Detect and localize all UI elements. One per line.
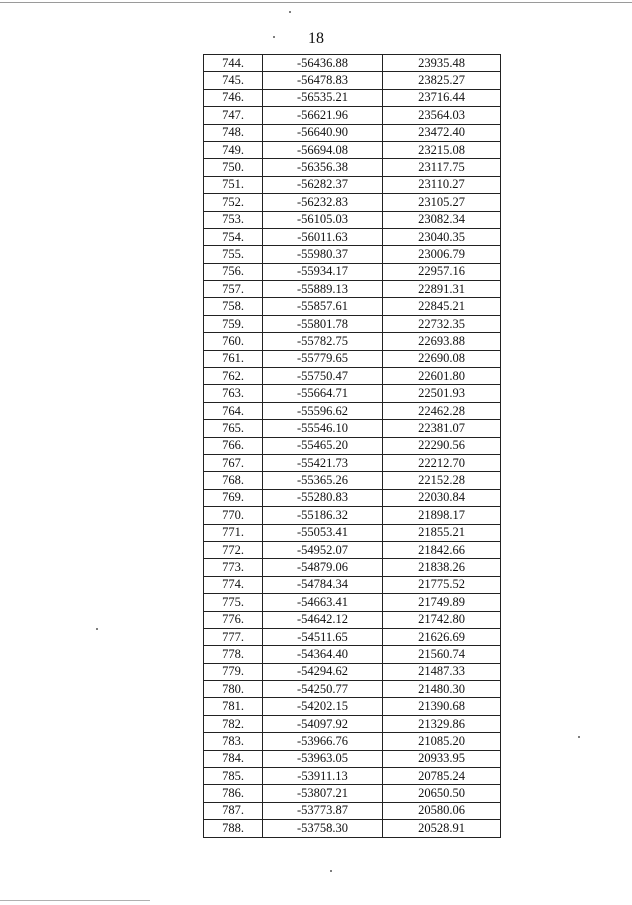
scan-speck: [289, 11, 291, 13]
point-number-cell: 786.: [204, 785, 263, 802]
x-coordinate-cell: -55465.20: [263, 437, 383, 454]
table-row: [204, 820, 501, 837]
table-row: [204, 72, 501, 89]
point-number-cell: 774.: [204, 576, 263, 593]
x-coordinate-cell: -56105.03: [263, 211, 383, 228]
table-row: [204, 594, 501, 611]
x-coordinate-cell: -56356.38: [263, 159, 383, 176]
x-coordinate-cell: -53758.30: [263, 820, 383, 837]
table-row: [204, 194, 501, 211]
point-number-cell: 746.: [204, 89, 263, 106]
x-coordinate-cell: -55857.61: [263, 298, 383, 315]
point-number-cell: 761.: [204, 350, 263, 367]
x-coordinate-cell: -56011.63: [263, 228, 383, 245]
point-number-cell: 751.: [204, 176, 263, 193]
x-coordinate-cell: -55934.17: [263, 263, 383, 280]
y-coordinate-cell: 21842.66: [383, 541, 501, 558]
y-coordinate-cell: 21085.20: [383, 733, 501, 750]
x-coordinate-cell: -54202.15: [263, 698, 383, 715]
point-number-cell: 748.: [204, 124, 263, 141]
y-coordinate-cell: 21742.80: [383, 611, 501, 628]
x-coordinate-cell: -56694.08: [263, 141, 383, 158]
table-row: [204, 454, 501, 471]
y-coordinate-cell: 20528.91: [383, 820, 501, 837]
point-number-cell: 785.: [204, 768, 263, 785]
point-number-cell: 787.: [204, 802, 263, 819]
point-number-cell: 777.: [204, 628, 263, 645]
x-coordinate-cell: -55186.32: [263, 507, 383, 524]
y-coordinate-cell: 23935.48: [383, 55, 501, 72]
y-coordinate-cell: 20785.24: [383, 768, 501, 785]
x-coordinate-cell: -53773.87: [263, 802, 383, 819]
point-number-cell: 762.: [204, 368, 263, 385]
y-coordinate-cell: 21898.17: [383, 507, 501, 524]
point-number-cell: 784.: [204, 750, 263, 767]
point-number-cell: 765.: [204, 420, 263, 437]
y-coordinate-cell: 23716.44: [383, 89, 501, 106]
y-coordinate-cell: 22501.93: [383, 385, 501, 402]
x-coordinate-cell: -55801.78: [263, 315, 383, 332]
y-coordinate-cell: 23564.03: [383, 107, 501, 124]
table-row: [204, 420, 501, 437]
table-row: [204, 489, 501, 506]
table-row: [204, 159, 501, 176]
point-number-cell: 758.: [204, 298, 263, 315]
scan-edge-top: [0, 2, 632, 3]
point-number-cell: 747.: [204, 107, 263, 124]
table-row: [204, 246, 501, 263]
table-row: [204, 385, 501, 402]
point-number-cell: 767.: [204, 454, 263, 471]
table-row: [204, 141, 501, 158]
y-coordinate-cell: 20580.06: [383, 802, 501, 819]
y-coordinate-cell: 23105.27: [383, 194, 501, 211]
y-coordinate-cell: 22212.70: [383, 454, 501, 471]
y-coordinate-cell: 22891.31: [383, 281, 501, 298]
y-coordinate-cell: 22845.21: [383, 298, 501, 315]
table-row: [204, 559, 501, 576]
x-coordinate-cell: -53911.13: [263, 768, 383, 785]
point-number-cell: 778.: [204, 646, 263, 663]
x-coordinate-cell: -54663.41: [263, 594, 383, 611]
table-row: [204, 402, 501, 419]
table-row: [204, 281, 501, 298]
table-row: [204, 263, 501, 280]
table-row: [204, 368, 501, 385]
y-coordinate-cell: 21838.26: [383, 559, 501, 576]
table-row: [204, 437, 501, 454]
y-coordinate-cell: 22690.08: [383, 350, 501, 367]
table-row: [204, 576, 501, 593]
x-coordinate-cell: -54952.07: [263, 541, 383, 558]
point-number-cell: 750.: [204, 159, 263, 176]
y-coordinate-cell: 23110.27: [383, 176, 501, 193]
table-row: [204, 750, 501, 767]
point-number-cell: 757.: [204, 281, 263, 298]
table-row: [204, 176, 501, 193]
y-coordinate-cell: 22732.35: [383, 315, 501, 332]
y-coordinate-cell: 22152.28: [383, 472, 501, 489]
point-number-cell: 755.: [204, 246, 263, 263]
table-row: [204, 611, 501, 628]
table-row: [204, 646, 501, 663]
x-coordinate-cell: -54642.12: [263, 611, 383, 628]
table-row: [204, 472, 501, 489]
point-number-cell: 780.: [204, 681, 263, 698]
x-coordinate-cell: -55596.62: [263, 402, 383, 419]
y-coordinate-cell: 20650.50: [383, 785, 501, 802]
x-coordinate-cell: -54364.40: [263, 646, 383, 663]
y-coordinate-cell: 21855.21: [383, 524, 501, 541]
x-coordinate-cell: -56535.21: [263, 89, 383, 106]
point-number-cell: 760.: [204, 333, 263, 350]
table-row: [204, 228, 501, 245]
table-row: [204, 124, 501, 141]
table-row: [204, 768, 501, 785]
x-coordinate-cell: -54511.65: [263, 628, 383, 645]
point-number-cell: 744.: [204, 55, 263, 72]
point-number-cell: 788.: [204, 820, 263, 837]
point-number-cell: 770.: [204, 507, 263, 524]
table-row: [204, 55, 501, 72]
y-coordinate-cell: 21560.74: [383, 646, 501, 663]
x-coordinate-cell: -55889.13: [263, 281, 383, 298]
y-coordinate-cell: 22462.28: [383, 402, 501, 419]
table-row: [204, 698, 501, 715]
point-number-cell: 782.: [204, 715, 263, 732]
table-row: [204, 298, 501, 315]
point-number-cell: 756.: [204, 263, 263, 280]
table-row: [204, 628, 501, 645]
coordinates-table-body: [204, 55, 501, 838]
scan-edge-bottom: [0, 900, 150, 901]
point-number-cell: 773.: [204, 559, 263, 576]
y-coordinate-cell: 23117.75: [383, 159, 501, 176]
y-coordinate-cell: 23215.08: [383, 141, 501, 158]
point-number-cell: 752.: [204, 194, 263, 211]
y-coordinate-cell: 21626.69: [383, 628, 501, 645]
point-number-cell: 766.: [204, 437, 263, 454]
y-coordinate-cell: 22693.88: [383, 333, 501, 350]
table-row: [204, 89, 501, 106]
y-coordinate-cell: 23006.79: [383, 246, 501, 263]
y-coordinate-cell: 22030.84: [383, 489, 501, 506]
point-number-cell: 775.: [204, 594, 263, 611]
y-coordinate-cell: 23472.40: [383, 124, 501, 141]
point-number-cell: 763.: [204, 385, 263, 402]
x-coordinate-cell: -55280.83: [263, 489, 383, 506]
x-coordinate-cell: -56232.83: [263, 194, 383, 211]
x-coordinate-cell: -55664.71: [263, 385, 383, 402]
scan-speck: [578, 736, 580, 738]
scan-speck: [96, 628, 98, 630]
table-row: [204, 507, 501, 524]
point-number-cell: 753.: [204, 211, 263, 228]
scan-speck: [330, 870, 332, 872]
table-row: [204, 350, 501, 367]
x-coordinate-cell: -54294.62: [263, 663, 383, 680]
y-coordinate-cell: 22381.07: [383, 420, 501, 437]
coordinates-table: [203, 54, 501, 838]
table-row: [204, 785, 501, 802]
y-coordinate-cell: 21487.33: [383, 663, 501, 680]
point-number-cell: 779.: [204, 663, 263, 680]
y-coordinate-cell: 21775.52: [383, 576, 501, 593]
table-row: [204, 541, 501, 558]
table-row: [204, 524, 501, 541]
point-number-cell: 776.: [204, 611, 263, 628]
y-coordinate-cell: 22601.80: [383, 368, 501, 385]
y-coordinate-cell: 23082.34: [383, 211, 501, 228]
page-number: 18: [308, 30, 324, 47]
x-coordinate-cell: -54250.77: [263, 681, 383, 698]
x-coordinate-cell: -54784.34: [263, 576, 383, 593]
x-coordinate-cell: -55053.41: [263, 524, 383, 541]
x-coordinate-cell: -56621.96: [263, 107, 383, 124]
table-row: [204, 715, 501, 732]
table-row: [204, 663, 501, 680]
point-number-cell: 781.: [204, 698, 263, 715]
y-coordinate-cell: 20933.95: [383, 750, 501, 767]
x-coordinate-cell: -53966.76: [263, 733, 383, 750]
table-row: [204, 315, 501, 332]
point-number-cell: 759.: [204, 315, 263, 332]
x-coordinate-cell: -55980.37: [263, 246, 383, 263]
point-number-cell: 749.: [204, 141, 263, 158]
x-coordinate-cell: -56478.83: [263, 72, 383, 89]
x-coordinate-cell: -55782.75: [263, 333, 383, 350]
table-row: [204, 733, 501, 750]
point-number-cell: 768.: [204, 472, 263, 489]
y-coordinate-cell: 22290.56: [383, 437, 501, 454]
table-row: [204, 333, 501, 350]
table-row: [204, 802, 501, 819]
table-row: [204, 211, 501, 228]
x-coordinate-cell: -53807.21: [263, 785, 383, 802]
table-row: [204, 107, 501, 124]
x-coordinate-cell: -54879.06: [263, 559, 383, 576]
point-number-cell: 745.: [204, 72, 263, 89]
point-number-cell: 754.: [204, 228, 263, 245]
x-coordinate-cell: -53963.05: [263, 750, 383, 767]
x-coordinate-cell: -55546.10: [263, 420, 383, 437]
table-row: [204, 681, 501, 698]
x-coordinate-cell: -55750.47: [263, 368, 383, 385]
y-coordinate-cell: 23040.35: [383, 228, 501, 245]
x-coordinate-cell: -56282.37: [263, 176, 383, 193]
y-coordinate-cell: 21749.89: [383, 594, 501, 611]
y-coordinate-cell: 23825.27: [383, 72, 501, 89]
x-coordinate-cell: -54097.92: [263, 715, 383, 732]
x-coordinate-cell: -55779.65: [263, 350, 383, 367]
point-number-cell: 783.: [204, 733, 263, 750]
point-number-cell: 764.: [204, 402, 263, 419]
y-coordinate-cell: 21390.68: [383, 698, 501, 715]
y-coordinate-cell: 21480.30: [383, 681, 501, 698]
point-number-cell: 769.: [204, 489, 263, 506]
x-coordinate-cell: -56436.88: [263, 55, 383, 72]
point-number-cell: 772.: [204, 541, 263, 558]
x-coordinate-cell: -56640.90: [263, 124, 383, 141]
x-coordinate-cell: -55365.26: [263, 472, 383, 489]
y-coordinate-cell: 22957.16: [383, 263, 501, 280]
point-number-cell: 771.: [204, 524, 263, 541]
y-coordinate-cell: 21329.86: [383, 715, 501, 732]
x-coordinate-cell: -55421.73: [263, 454, 383, 471]
